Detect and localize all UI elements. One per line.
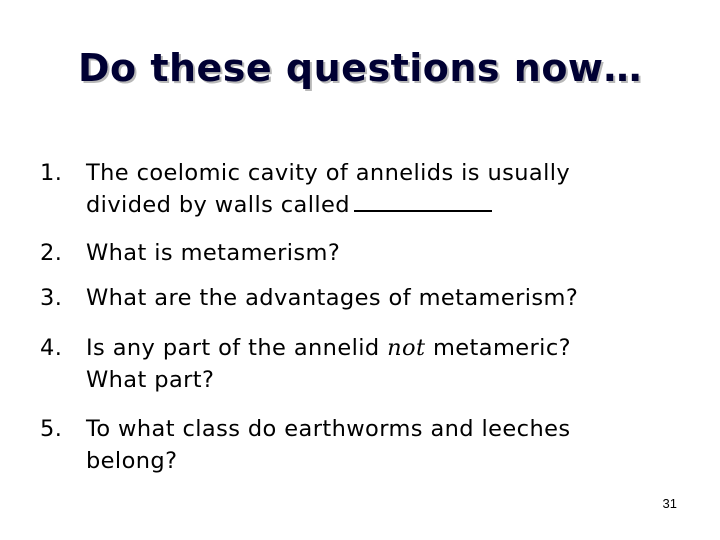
- question-line: What part?: [86, 367, 215, 393]
- question-text: What are the advantages of metamerism?: [86, 285, 579, 311]
- question-item: [40, 157, 700, 221]
- question-text: What is metamerism?: [86, 240, 341, 266]
- question-line: To what class do earthworms and leeches: [86, 416, 571, 442]
- question-text: [86, 413, 700, 477]
- slide-number: 31: [662, 496, 677, 511]
- question-item: [40, 413, 700, 477]
- question-line: divided by walls called: [86, 192, 350, 218]
- question-number: 5.: [40, 416, 63, 442]
- question-number: 2.: [40, 240, 63, 266]
- question-line: belong?: [86, 448, 178, 474]
- question-item: [40, 282, 700, 314]
- question-segment: metameric?: [432, 335, 571, 361]
- question-number: 4.: [40, 335, 63, 361]
- question-text: [86, 332, 700, 396]
- answer-blank: [354, 190, 492, 212]
- question-text: [86, 157, 700, 221]
- question-line: The coelomic cavity of annelids is usually: [86, 160, 571, 186]
- question-item: [40, 332, 700, 396]
- question-item: [40, 237, 700, 269]
- question-number: 1.: [40, 160, 63, 186]
- question-number: 3.: [40, 285, 63, 311]
- question-segment: Is any part of the annelid: [86, 335, 380, 361]
- emphasized-word: not: [387, 335, 426, 361]
- slide-title: Do these questions now…: [77, 46, 643, 90]
